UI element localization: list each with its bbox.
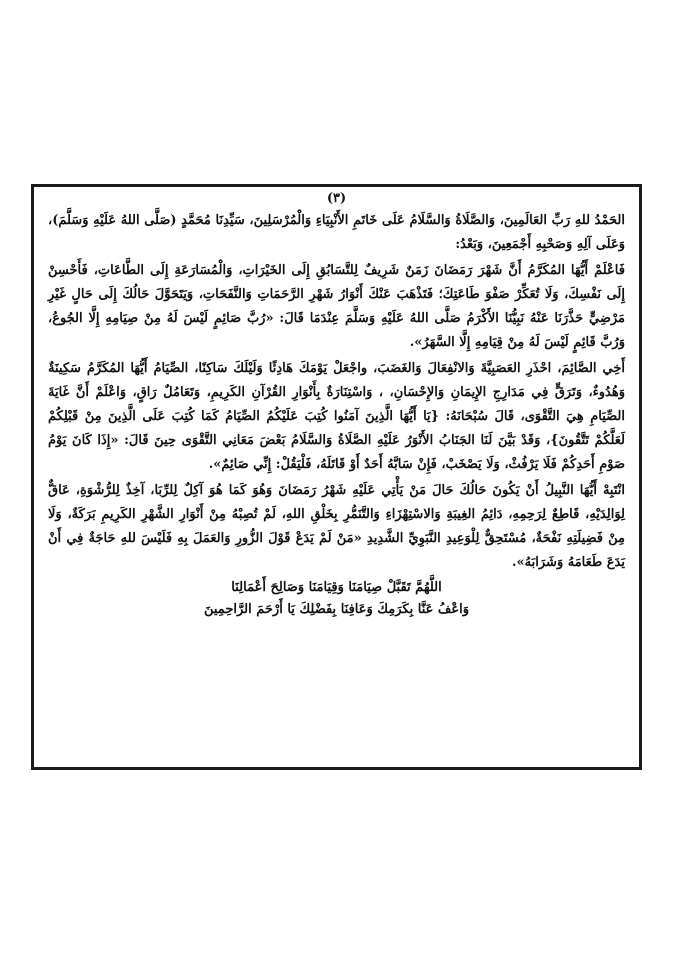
paragraph-warning: انْتَبِهْ أَيُّهَا النَّبِيلُ أَنْ يَكُونَ حَالُكَ حَالَ مَنْ يَأْتِي عَلَيْهِ شَهْرُ رَمَضَانَ وَهُوَ كَمَا هُوَ آكِلٌ لِلرِّبَا، آخِذٌ لِلرُّشْوَةِ، عَاقٌّ لِوَالِدَيْهِ، قَاطِعٌ لِرَحِمِهِ، دَائِمُ الغِيبَةِ وَالاسْتِهْزَاءِ وَالتَّنَمُّرِ بِخَلْقِ اللهِ، لَمْ تُصِبْهُ مِنْ أَنْوَارِ الشَّهْرِ الكَرِيمِ بَرَكَةٌ، وَلَا مِنْ فَضِيلَتِهِ نَفْحَةٌ، مُسْتَحِقٌّ لِلْوَعِيدِ النَّبَوِيِّ الشَّدِيدِ «مَنْ لَمْ يَدَعْ قَوْلَ الزُّورِ وَالعَمَلَ بِهِ فَلَيْسَ للهِ حَاجَةٌ فِي أَنْ يَدَعَ طَعَامَهُ وَشَرَابَهُ». [48,483,625,570]
prayer-line-2: وَاعْفُ عَنَّا بِكَرَمِكَ وَعَافِنَا بِفَضْلِكَ يَا أَرْحَمَ الرَّاحِمِينَ [203,602,470,617]
paragraph-fasting-calm: أَخِي الصَّائِمَ، احْذَرِ العَصَبِيَّةَ وَالانْفِعَالَ وَالغَضَبَ، واجْعَلْ يَوْمَكَ هَادِئًا وَلَيْلَكَ سَاكِنًا، الصِّيَامُ أَيُّهَا المُكَرَّمُ سَكِينَةٌ وَهُدُوءٌ، وَتَرَقٍّ فِي مَدَارِجِ الإِيمَانِ وَالإِحْسَانِ، ، وَاسْتِنَارَةٌ بِأَنْوَارِ القُرْآنِ الكَرِيمِ، وَتَعَامُلٌ رَاقٍ، وَاعْلَمْ أَنَّ غَايَةَ الصِّيَامِ هِيَ التَّقْوَى، قَالَ سُبْحَانَهُ: {يَا أَيُّهَا الَّذِينَ آمَنُوا كُتِبَ عَلَيْكُمُ الصِّيَامُ كَمَا كُتِبَ عَلَى الَّذِينَ مِنْ قَبْلِكُمْ لَعَلَّكُمْ تَتَّقُونَ}، وَقَدْ بَيَّنَ لَنَا الجَنَابُ الأَنْوَرُ عَلَيْهِ الصَّلَاةُ وَالسَّلَامُ بَعْضَ مَعَانِي التَّقْوَى حِينَ قَالَ: «إِذَا كَانَ يَوْمُ صَوْمِ أَحَدِكُمْ فَلَا يَرْفُثْ، وَلَا يَصْخَبْ، فَإِنْ سَابَّهُ أَحَدٌ أَوْ قَاتَلَهُ، فَلْيَقُلْ: إِنِّي صَائِمٌ». [48,361,625,472]
paragraph-ramadan-virtue: فَاعْلَمْ أَيُّهَا المُكَرَّمُ أَنَّ شَهْرَ رَمَضَانَ زَمَنٌ شَرِيفٌ لِلتَّسَابُقِ إِلَى الخَيْرَاتِ، وَالْمُسَارَعَةِ إِلَى الطَّاعَاتِ، فَأَحْسِنْ إِلَى نَفْسِكَ، وَلَا تُعَكِّرْ صَفْوَ طَاعَتِكَ؛ فَتَذْهَبَ عَنْكَ أَنْوَارُ شَهْرِ الرَّحَمَاتِ وَالنَّفَحَاتِ، وَيَتَحَوَّلَ حَالُكَ إِلَى حَالٍ غَيْرِ مَرْضِيٍّ حَذَّرَنَا عَنْهُ نَبِيُّنَا الأَكْرَمُ صَلَّى اللهُ عَلَيْهِ وَسَلَّمَ عِنْدَمَا قَالَ: «رُبَّ صَائِمٍ لَيْسَ لَهُ مِنْ صِيَامِهِ إِلَّا الجُوعُ، وَرُبَّ قَائِمٍ لَيْسَ لَهُ مِنْ قِيَامِهِ إِلَّا السَّهَرُ». [48,263,625,350]
paragraph-opening: الحَمْدُ للهِ رَبِّ العَالَمِينَ، وَالصَّلَاةُ وَالسَّلَامُ عَلَى خَاتَمِ الأَنْبِيَاءِ وَالْمُرْسَلِينَ، سَيِّدِنَا مُحَمَّدٍ (صَلَّى اللهُ عَلَيْهِ وَسَلَّمَ)، وَعَلَى آلِهِ وَصَحْبِهِ أَجْمَعِينَ، وَبَعْدُ: [48,213,625,252]
document-body [34,187,639,621]
page-number: (٣) [326,191,347,206]
prayer-line-1: اللَّهُمَّ تَقَبَّلْ صِيَامَنَا وَقِيَامَنَا وَصَالِحَ أَعْمَالِنَا [231,580,442,595]
page-border-frame [31,184,642,770]
